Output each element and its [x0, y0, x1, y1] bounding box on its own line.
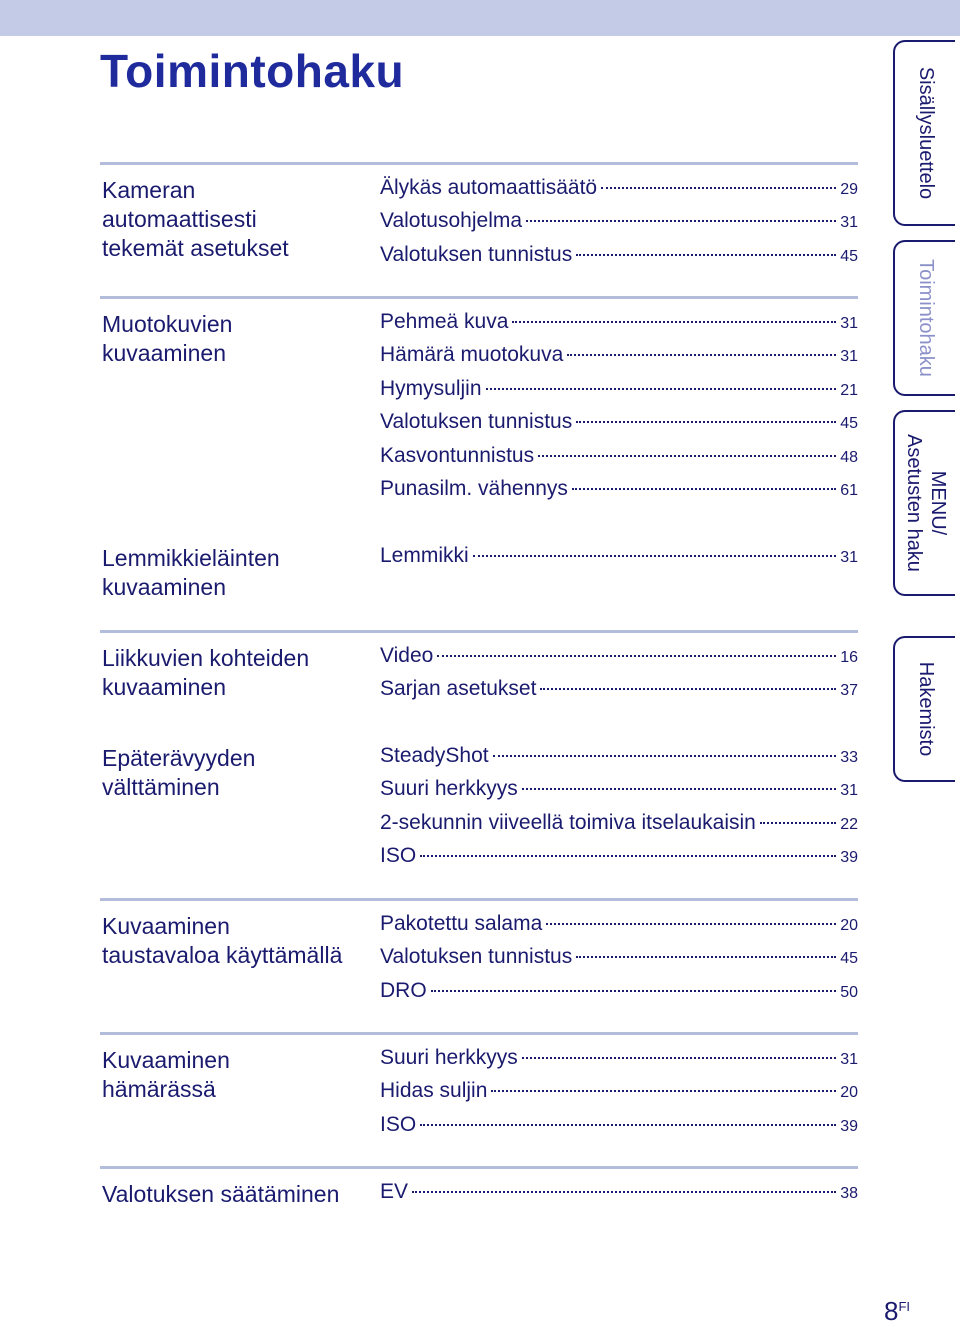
- entry-page-number: 33: [840, 749, 858, 766]
- index-entry[interactable]: [380, 1113, 858, 1146]
- category-label: Valotuksen säätäminen: [102, 1181, 340, 1207]
- index-entry[interactable]: [380, 945, 858, 978]
- index-entry[interactable]: [380, 176, 858, 209]
- entry-page-number: 31: [840, 315, 858, 332]
- entry-label: Pakotettu salama: [380, 912, 543, 935]
- entry-label: Valotuksen tunnistus: [380, 945, 573, 969]
- index-entry[interactable]: [380, 243, 858, 276]
- dot-leader: [473, 555, 837, 557]
- dot-leader: [412, 1191, 836, 1193]
- dot-leader: [576, 956, 836, 958]
- entry-page-number: 61: [840, 481, 858, 499]
- top-color-bar: [0, 0, 960, 36]
- tab-label: Hakemisto: [915, 661, 937, 757]
- dot-leader: [522, 1057, 836, 1059]
- index-entry[interactable]: [380, 477, 858, 510]
- section-divider: [100, 162, 858, 165]
- dot-leader: [437, 655, 836, 657]
- dot-leader: [546, 923, 836, 925]
- entry-label: Valotusohjelma: [380, 209, 523, 233]
- entry-page-number: 31: [840, 348, 858, 366]
- page-number-value: 8: [883, 1296, 899, 1326]
- entry-list: [380, 744, 858, 878]
- category-label: Muotokuvien kuvaaminen: [102, 311, 233, 366]
- index-entry[interactable]: [380, 744, 858, 777]
- entry-page-number: 31: [840, 549, 858, 566]
- index-entry[interactable]: [380, 444, 858, 477]
- entry-label: Kasvontunnistus: [380, 443, 535, 467]
- dot-leader: [431, 990, 837, 992]
- entry-label: Punasilm. vähennys: [380, 476, 568, 500]
- index-entry[interactable]: [380, 644, 858, 677]
- entry-list: [380, 310, 858, 510]
- dot-leader: [760, 822, 836, 824]
- entry-page-number: 31: [840, 214, 858, 232]
- entry-page-number: 50: [840, 983, 858, 1001]
- entry-label: Video: [380, 644, 434, 667]
- entry-list: [380, 1046, 858, 1146]
- tab-label: Sisällysluettelo: [915, 66, 937, 200]
- dot-leader: [491, 1090, 836, 1092]
- entry-list: [380, 176, 858, 276]
- entry-page-number: 21: [840, 381, 858, 399]
- index-entry[interactable]: [380, 310, 858, 343]
- entry-page-number: 31: [840, 782, 858, 800]
- entry-page-number: 16: [840, 649, 858, 666]
- entry-label: Suuri herkkyys: [380, 777, 518, 801]
- dot-leader: [420, 1124, 836, 1126]
- section-divider: [100, 1032, 858, 1035]
- dot-leader: [420, 855, 836, 857]
- index-entry[interactable]: [380, 544, 858, 577]
- index-entry[interactable]: [380, 1046, 858, 1079]
- entry-page-number: 39: [840, 1117, 858, 1135]
- entry-page-number: 29: [840, 181, 858, 198]
- dot-leader: [493, 755, 837, 757]
- index-entry[interactable]: [380, 1180, 858, 1213]
- entry-label: Suuri herkkyys: [380, 1046, 518, 1069]
- entry-list: [380, 1180, 858, 1213]
- entry-page-number: 38: [840, 1185, 858, 1202]
- entry-list: [380, 644, 858, 711]
- entry-page-number: 31: [840, 1051, 858, 1068]
- tab-function-search[interactable]: [893, 240, 955, 396]
- page-title: Toimintohaku: [100, 45, 405, 97]
- entry-label: Älykäs automaattisäätö: [380, 176, 598, 199]
- category-label: Epäterävyyden välttäminen: [102, 745, 256, 800]
- entry-label: Pehmeä kuva: [380, 310, 509, 333]
- index-entry[interactable]: [380, 811, 858, 844]
- category-label: Kuvaaminen hämärässä: [102, 1047, 230, 1102]
- entry-label: Valotuksen tunnistus: [380, 410, 573, 434]
- page-number-suffix: FI: [898, 1299, 910, 1314]
- category-label: Liikkuvien kohteiden kuvaaminen: [102, 645, 310, 700]
- section-divider: [100, 296, 858, 299]
- index-entry[interactable]: [380, 777, 858, 810]
- index-entry[interactable]: [380, 209, 858, 242]
- index-entry[interactable]: [380, 912, 858, 945]
- entry-page-number: 22: [840, 815, 858, 833]
- entry-page-number: 45: [840, 247, 858, 265]
- entry-label: ISO: [380, 1112, 417, 1136]
- entry-label: Valotuksen tunnistus: [380, 242, 573, 266]
- index-entry[interactable]: [380, 677, 858, 710]
- entry-page-number: 20: [840, 1084, 858, 1102]
- tab-index[interactable]: [893, 636, 955, 782]
- dot-leader: [567, 354, 836, 356]
- index-entry[interactable]: [380, 377, 858, 410]
- entry-label: Hidas suljin: [380, 1079, 488, 1103]
- entry-page-number: 39: [840, 849, 858, 867]
- tab-label: MENU/ Asetusten haku: [903, 434, 949, 572]
- tab-table-of-contents[interactable]: [893, 40, 955, 226]
- entry-label: Hymysuljin: [380, 376, 482, 400]
- entry-page-number: 48: [840, 448, 858, 466]
- dot-leader: [601, 187, 836, 189]
- index-entry[interactable]: [380, 844, 858, 877]
- category-label: Lemmikkieläinten kuvaaminen: [102, 545, 280, 600]
- index-entry[interactable]: [380, 410, 858, 443]
- dot-leader: [572, 488, 836, 490]
- dot-leader: [540, 688, 836, 690]
- index-entry[interactable]: [380, 1079, 858, 1112]
- entry-label: EV: [380, 1180, 409, 1203]
- dot-leader: [526, 220, 836, 222]
- dot-leader: [538, 455, 836, 457]
- entry-list: [380, 544, 858, 577]
- entry-page-number: 37: [840, 682, 858, 700]
- section-divider: [100, 898, 858, 901]
- dot-leader: [522, 788, 836, 790]
- index-entry[interactable]: [380, 343, 858, 376]
- category-label: Kuvaaminen taustavaloa käyttämällä: [102, 913, 343, 968]
- section-divider: [100, 630, 858, 633]
- tab-label: Toimintohaku: [915, 259, 937, 377]
- page-number: [884, 1296, 910, 1327]
- entry-label: DRO: [380, 978, 427, 1002]
- dot-leader: [512, 321, 836, 323]
- entry-label: SteadyShot: [380, 744, 489, 767]
- entry-list: [380, 912, 858, 1012]
- entry-page-number: 45: [840, 415, 858, 433]
- entry-page-number: 45: [840, 950, 858, 968]
- tab-menu-settings-search[interactable]: [893, 410, 955, 596]
- entry-label: Lemmikki: [380, 544, 469, 567]
- section-divider: [100, 1166, 858, 1169]
- dot-leader: [576, 421, 836, 423]
- dot-leader: [486, 388, 837, 390]
- entry-label: ISO: [380, 844, 417, 868]
- entry-page-number: 20: [840, 917, 858, 934]
- index-entry[interactable]: [380, 979, 858, 1012]
- dot-leader: [576, 254, 836, 256]
- entry-label: Hämärä muotokuva: [380, 343, 564, 367]
- entry-label: Sarjan asetukset: [380, 677, 537, 701]
- category-label: Kameran automaattisesti tekemät asetukset: [102, 177, 289, 261]
- entry-label: 2-sekunnin viiveellä toimiva itselaukaisin: [380, 810, 756, 834]
